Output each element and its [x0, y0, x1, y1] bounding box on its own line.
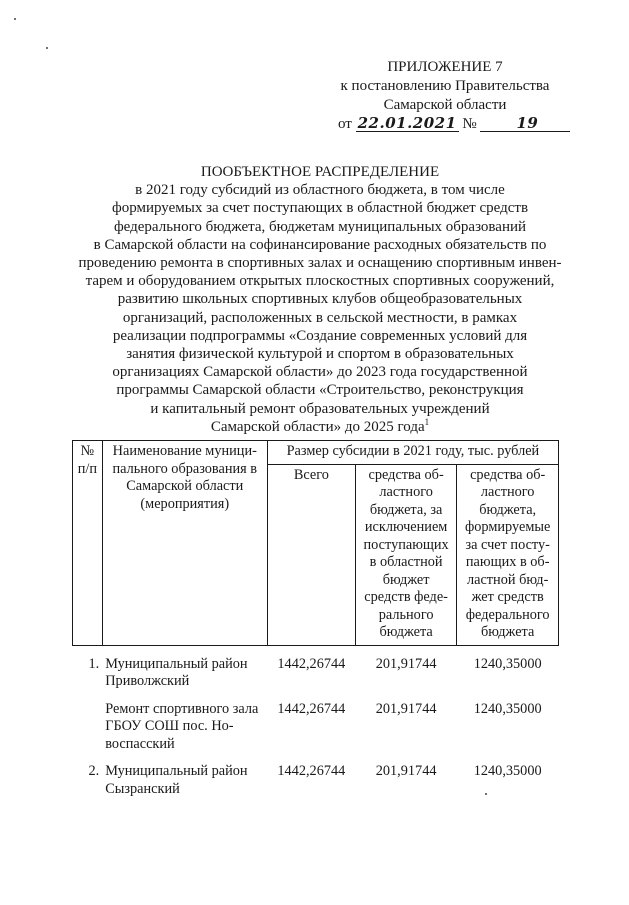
- row-regional: 201,91744: [375, 700, 437, 717]
- row-federal: 1240,35000: [473, 700, 542, 717]
- row-name: Муниципальный район Приволжский: [105, 655, 248, 689]
- title-line: и капитальный ремонт образовательных учреждений: [150, 400, 490, 417]
- handwritten-date: 22.01.2021: [357, 114, 457, 132]
- title-last-line: [40, 418, 600, 436]
- appendix-block: [300, 58, 590, 134]
- header-federal-funds: средства об-ластного бюджета, формируемые за счет посту-пающих в об-ластной бюд-жет средств федерального бюджета: [457, 464, 559, 645]
- title-line: занятия физической культурой и спортом в образовательных: [126, 346, 514, 363]
- title-line: федерального бюджета, бюджетам муниципальных образований: [113, 218, 527, 235]
- appendix-resolution: к постановлению Правительства: [340, 78, 550, 94]
- row-regional: 201,91744: [375, 655, 437, 672]
- handwritten-number: 19: [480, 115, 570, 132]
- appendix-date-line: [300, 115, 590, 134]
- title-line: организациях Самарской области» до 2023 года государственной: [112, 364, 528, 381]
- subsidy-table: [72, 440, 559, 798]
- header-regional-funds: средства об-ластного бюджета, за исключением поступающих в областной бюджет средств феде-рального бюджета: [355, 464, 456, 645]
- header-total: Всего: [267, 464, 355, 645]
- table-row: [73, 701, 559, 754]
- appendix-title: ПРИЛОЖЕНИЕ 7: [387, 59, 503, 75]
- header-subsidy-size: Размер субсидии в 2021 году, тыс. рублей: [267, 441, 558, 465]
- row-number: 2.: [88, 763, 100, 779]
- title-line: проведению ремонта в спортивных залах и оснащению спортивным инвен-: [78, 255, 562, 272]
- scan-speck: [485, 793, 487, 795]
- row-regional: 201,91744: [375, 763, 437, 779]
- footnote-mark: 1: [424, 416, 430, 427]
- title-line: реализации подпрограммы «Создание современных условий для: [112, 327, 528, 344]
- row-number: 1.: [88, 655, 100, 672]
- header-number: № п/п: [73, 441, 103, 646]
- header-name: Наименование муници-пального образования в Самарской области (мероприятия): [102, 441, 267, 646]
- table-row: [73, 656, 559, 691]
- row-total: 1442,26744: [277, 655, 346, 672]
- title-line: формируемых за счет поступающих в областной бюджет средств: [111, 200, 529, 217]
- row-name: Ремонт спортивного зала ГБОУ СОШ пос. Но-воспасский: [105, 700, 259, 752]
- title-line: тарем и оборудованием открытых плоскостных спортивных сооружений,: [85, 273, 555, 290]
- document-title: [40, 163, 600, 436]
- title-line: развитию школьных спортивных клубов общеобразовательных: [117, 291, 523, 308]
- scan-speck: [46, 47, 48, 49]
- row-total: 1442,26744: [277, 700, 346, 717]
- title-last-text: Самарской области» до 2025 года: [210, 418, 425, 435]
- row-number: [73, 701, 103, 754]
- title-line: в 2021 году субсидий из областного бюджета, в том числе: [135, 182, 505, 199]
- scan-speck: [14, 18, 16, 20]
- title-line: в Самарской области на софинансирование расходных обязательств по: [93, 236, 547, 253]
- row-total: 1442,26744: [277, 763, 346, 779]
- title-line: программы Самарской области «Строительство, реконструкция: [116, 382, 524, 399]
- row-federal: 1240,35000: [473, 655, 542, 672]
- title-heading: ПООБЪЕКТНОЕ РАСПРЕДЕЛЕНИЕ: [200, 164, 440, 180]
- number-prefix: №: [462, 116, 477, 132]
- appendix-region: Самарской области: [383, 97, 507, 113]
- row-name: Муниципальный район Сызранский: [105, 763, 248, 797]
- row-federal: 1240,35000: [473, 763, 542, 779]
- date-prefix: от: [338, 116, 352, 132]
- title-line: организаций, расположенных в сельской местности, в рамках: [122, 309, 518, 326]
